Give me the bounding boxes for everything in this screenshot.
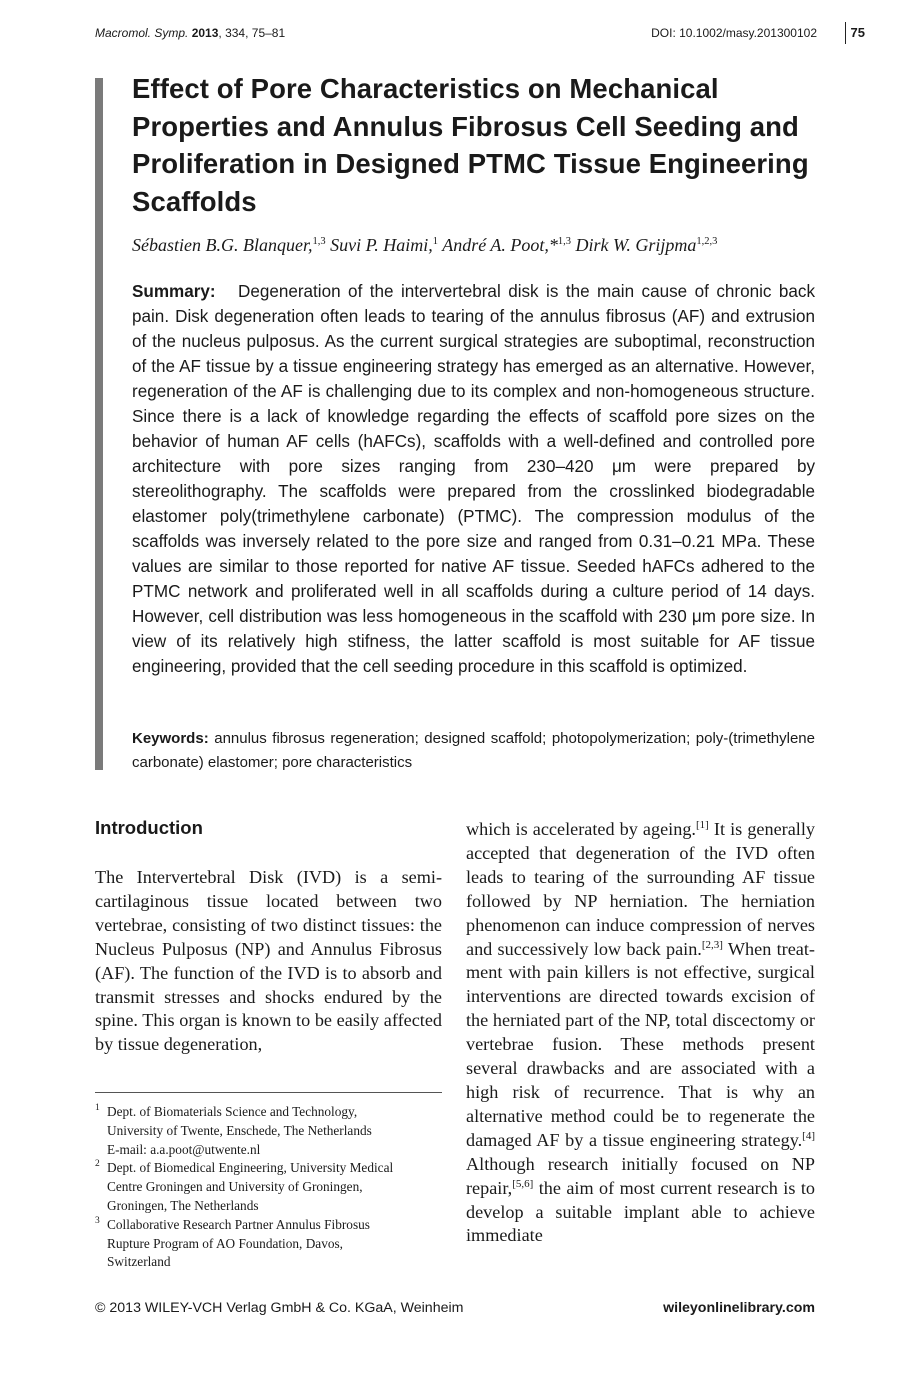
running-header (95, 26, 865, 46)
body-text-segment: When treat-ment with pain killers is not effective, surgical interventions are directed towards excision of the herniated part of the NP, total discectomy or vertebrae fusion. These methods present several drawbacks and are associated with a high risk of recurrence. That is why an alternative method could be to regenerate the damaged AF by a tissue engineering strategy. (466, 938, 815, 1150)
website-link[interactable]: wileyonlinelibrary.com (663, 1300, 815, 1316)
journal-volume-pages: , 334, 75–81 (218, 26, 286, 40)
intro-right-column (466, 818, 815, 1248)
footnote-line: Centre Groningen and University of Groningen, (107, 1179, 363, 1195)
author-name[interactable]: André A. Poot,* (442, 235, 558, 255)
body-text-segment: the aim of most current research is to develop a suitable implant able to achieve immediate (466, 1177, 815, 1246)
summary-text: Degeneration of the intervertebral disk is the main cause of chronic back pain. Disk degeneration often leads to tearing of the annulus fibrosus (AF) and extrusion of the nucleus pulposus. As the current surgical strategies are suboptimal, reconstruction of the AF tissue by a tissue engineering strategy has emerged as an alternative. However, regeneration of the AF is challenging due to its complex and non-homogeneous structure. Since there is a lack of knowledge regarding the effects of scaffold pore sizes on the behavior of human AF cells (hAFCs), scaffolds with a well-defined and controlled pore architecture with pore sizes ranging from 230–420 μm were prepared by stereolithography. The scaffolds were prepared from the crosslinked biodegradable elastomer poly(trimethylene carbonate) (PTMC). The compression modulus of the scaffolds was inversely related to the pore size and ranged from 0.31–0.21 MPa. These values are similar to those reported for native AF tissue. Seeded hAFCs adhered to the PTMC network and proliferated well in all scaffolds during a culture period of 14 days. However, cell distribution was less homogeneous in the scaffold with 230 μm pore size. In view of its relatively high stifness, the latter scaffold is most suitable for AF tissue engineering, provided that the cell seeding procedure in this scaffold is optimized. (132, 282, 815, 676)
author-affiliation-sup: 1,2,3 (696, 236, 718, 247)
footnote-line: Collaborative Research Partner Annulus Fibrosus (107, 1216, 370, 1232)
citation-ref[interactable]: [1] (695, 818, 709, 831)
abstract-accent-bar (95, 78, 103, 770)
body-text-segment: which is accelerated by ageing. (466, 819, 696, 839)
footnote-divider (95, 1092, 442, 1093)
abstract-summary (132, 279, 815, 679)
footnote-item (95, 1103, 442, 1159)
citation-ref[interactable]: [4] (802, 1129, 815, 1142)
doi-link[interactable]: DOI: 10.1002/masy.201300102 (651, 26, 817, 40)
author-affiliation-sup: 1 (432, 236, 439, 247)
citation-ref[interactable]: [5,6] (512, 1177, 534, 1190)
page-footer (95, 1300, 815, 1322)
author-name[interactable]: Sébastien B.G. Blanquer, (132, 235, 313, 255)
footnote-line: Groningen, The Netherlands (107, 1197, 259, 1213)
author-affiliation-sup: 1,3 (557, 236, 571, 247)
body-text-segment: It is generally accepted that degeneration of the IVD often leads to tearing of the surrounding AF tissue followed by NP herniation. The herniation phenomenon can induce compression of nerves and successively low back pain. (466, 819, 816, 959)
body-text-segment: Although research initially focused on NP repair, (466, 1153, 815, 1198)
footnote-number: 3 (95, 1215, 100, 1226)
article-title: Effect of Pore Characteristics on Mechanical Properties and Annulus Fibrosus Cell Seeding and Proliferation in Designed PTMC Tissue Engineering Scaffolds (132, 73, 809, 217)
author-list (132, 235, 832, 256)
copyright-notice: © 2013 WILEY-VCH Verlag GmbH & Co. KGaA, Weinheim (95, 1300, 464, 1316)
footnote-line: University of Twente, Enschede, The Netherlands (107, 1122, 372, 1138)
citation-ref[interactable]: [2,3] (701, 938, 723, 951)
author-name[interactable]: Dirk W. Grijpma (575, 235, 697, 255)
keywords (132, 727, 815, 775)
author-affiliation-sup: 1,3 (312, 236, 326, 247)
footnote-item (95, 1159, 442, 1215)
summary-label: Summary: (132, 282, 216, 301)
footnotes (95, 1103, 442, 1272)
footnote-line: Dept. of Biomedical Engineering, University Medical (107, 1160, 394, 1176)
keywords-text: annulus fibrosus regeneration; designed scaffold; photopolymerization; poly-(trimethylene carbonate) elastomer; pore characteristics (132, 730, 815, 771)
footnote-line: Dept. of Biomaterials Science and Technology, (107, 1104, 358, 1119)
page-number: 75 (845, 22, 865, 44)
journal-name: Macromol. Symp. (95, 26, 189, 40)
section-heading-introduction: Introduction (95, 817, 203, 838)
footnote-email[interactable]: E-mail: a.a.poot@utwente.nl (107, 1141, 261, 1157)
footnote-line: Rupture Program of AO Foundation, Davos, (107, 1235, 343, 1251)
footnote-number: 2 (95, 1159, 100, 1170)
footnote-number: 1 (95, 1103, 100, 1113)
keywords-label: Keywords: (132, 730, 209, 747)
journal-year: 2013 (191, 26, 219, 40)
footnote-item (95, 1216, 442, 1272)
footnote-line: Switzerland (107, 1254, 171, 1270)
intro-left-column: The Intervertebral Disk (IVD) is a semi-cartilaginous tissue located between two vertebrae, consisting of two distinct tissues: the Nucleus Pulposus (NP) and Annulus Fibrosus (AF). The function of the IVD is to absorb and transmit stresses and shocks endured by the spine. This organ is known to be easily affected by tissue degeneration, (95, 867, 442, 1055)
journal-citation (95, 26, 285, 40)
author-name[interactable]: Suvi P. Haimi, (330, 235, 433, 255)
